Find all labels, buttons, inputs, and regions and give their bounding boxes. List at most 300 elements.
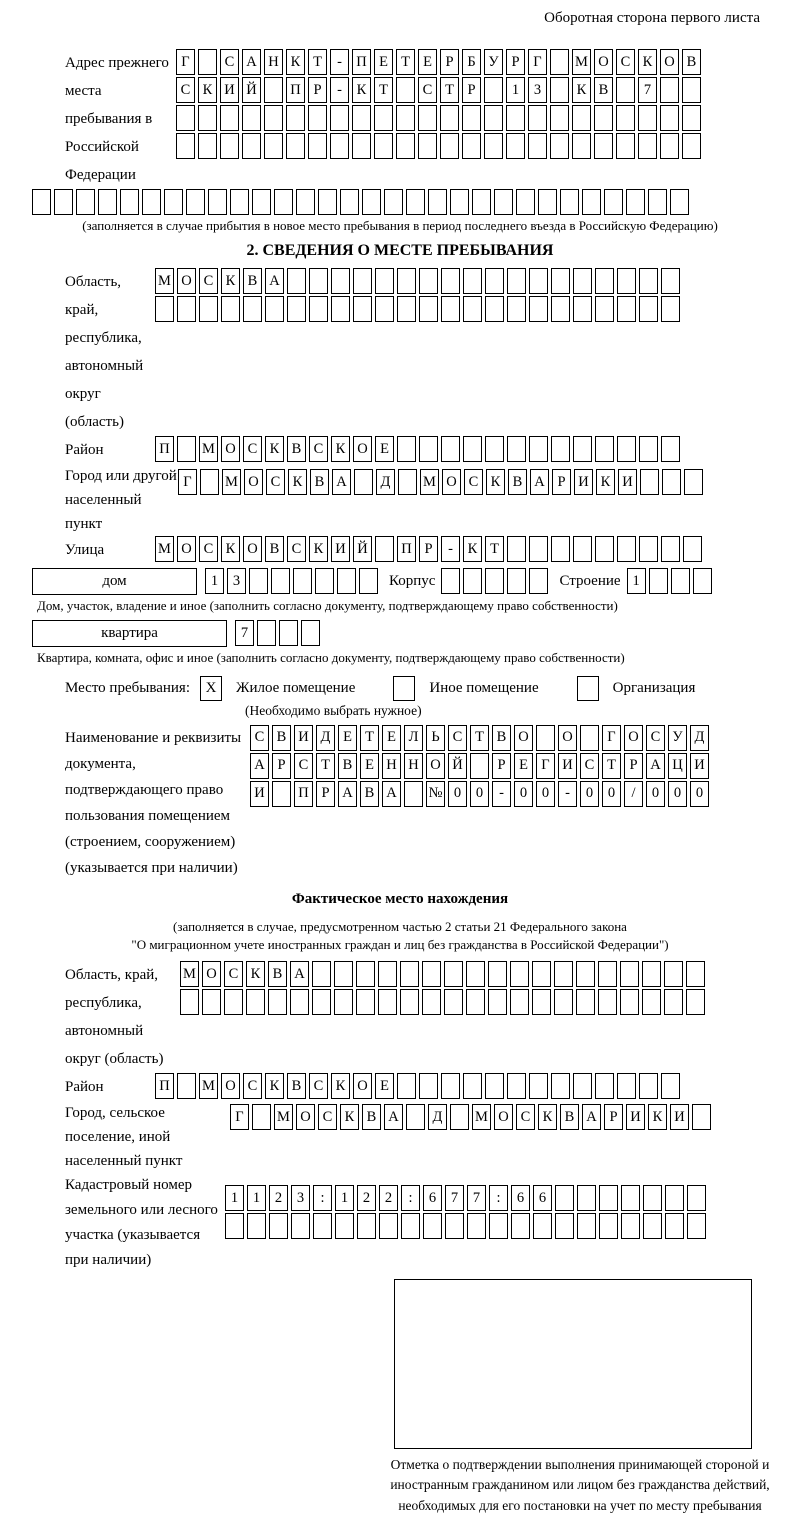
char-cell[interactable]	[560, 189, 579, 215]
char-cell[interactable]	[309, 296, 328, 322]
char-cell[interactable]: Й	[448, 753, 467, 779]
char-cell[interactable]	[594, 105, 613, 131]
char-cell[interactable]: 2	[269, 1185, 288, 1211]
char-cell[interactable]: 6	[423, 1185, 442, 1211]
char-cell[interactable]: 3	[227, 568, 246, 594]
char-cell[interactable]	[177, 1073, 196, 1099]
char-cell[interactable]	[555, 1213, 574, 1239]
char-cell[interactable]: С	[318, 1104, 337, 1130]
char-cell[interactable]: К	[596, 469, 615, 495]
char-cell[interactable]: О	[353, 1073, 372, 1099]
char-cell[interactable]	[397, 1073, 416, 1099]
char-cell[interactable]: А	[265, 268, 284, 294]
char-cell[interactable]: С	[580, 753, 599, 779]
char-cell[interactable]	[463, 296, 482, 322]
char-cell[interactable]: М	[222, 469, 241, 495]
char-cell[interactable]: Е	[375, 1073, 394, 1099]
char-cell[interactable]: 0	[602, 781, 621, 807]
char-cell[interactable]	[573, 536, 592, 562]
char-cell[interactable]	[315, 568, 334, 594]
char-cell[interactable]: С	[294, 753, 313, 779]
char-cell[interactable]	[176, 105, 195, 131]
char-cell[interactable]	[120, 189, 139, 215]
char-cell[interactable]: С	[516, 1104, 535, 1130]
char-cell[interactable]: В	[272, 725, 291, 751]
char-cell[interactable]: К	[198, 77, 217, 103]
char-cell[interactable]: М	[155, 268, 174, 294]
char-cell[interactable]: О	[221, 436, 240, 462]
char-cell[interactable]: Е	[338, 725, 357, 751]
char-cell[interactable]	[485, 296, 504, 322]
char-cell[interactable]	[353, 268, 372, 294]
char-cell[interactable]: №	[426, 781, 445, 807]
char-cell[interactable]: Р	[624, 753, 643, 779]
char-cell[interactable]	[620, 961, 639, 987]
char-cell[interactable]	[225, 1213, 244, 1239]
char-cell[interactable]: 2	[357, 1185, 376, 1211]
char-cell[interactable]: В	[362, 1104, 381, 1130]
char-cell[interactable]: М	[274, 1104, 293, 1130]
char-cell[interactable]	[220, 133, 239, 159]
char-cell[interactable]	[686, 989, 705, 1015]
char-cell[interactable]	[683, 536, 702, 562]
char-cell[interactable]	[507, 296, 526, 322]
char-cell[interactable]: -	[492, 781, 511, 807]
char-cell[interactable]	[308, 105, 327, 131]
char-cell[interactable]: 0	[470, 781, 489, 807]
char-cell[interactable]: В	[594, 77, 613, 103]
char-cell[interactable]: 7	[467, 1185, 486, 1211]
char-cell[interactable]	[462, 133, 481, 159]
char-cell[interactable]: А	[530, 469, 549, 495]
kvartira-field[interactable]: квартира	[32, 620, 227, 647]
char-cell[interactable]: П	[155, 1073, 174, 1099]
char-cell[interactable]	[638, 133, 657, 159]
char-cell[interactable]: О	[296, 1104, 315, 1130]
char-cell[interactable]	[264, 77, 283, 103]
char-cell[interactable]: Ь	[426, 725, 445, 751]
char-cell[interactable]	[484, 105, 503, 131]
char-cell[interactable]: Р	[552, 469, 571, 495]
char-cell[interactable]: С	[309, 1073, 328, 1099]
char-cell[interactable]: И	[618, 469, 637, 495]
char-cell[interactable]	[661, 536, 680, 562]
char-cell[interactable]	[200, 469, 219, 495]
char-cell[interactable]: М	[180, 961, 199, 987]
char-cell[interactable]	[693, 568, 712, 594]
char-cell[interactable]	[551, 296, 570, 322]
char-cell[interactable]	[331, 296, 350, 322]
char-cell[interactable]: А	[332, 469, 351, 495]
char-cell[interactable]	[516, 189, 535, 215]
char-cell[interactable]: С	[646, 725, 665, 751]
char-cell[interactable]	[687, 1213, 706, 1239]
char-cell[interactable]	[98, 189, 117, 215]
char-cell[interactable]: А	[382, 781, 401, 807]
char-cell[interactable]: Р	[316, 781, 335, 807]
char-cell[interactable]: Д	[428, 1104, 447, 1130]
char-cell[interactable]: К	[309, 536, 328, 562]
char-cell[interactable]	[511, 1213, 530, 1239]
char-cell[interactable]	[198, 133, 217, 159]
char-cell[interactable]	[550, 133, 569, 159]
char-cell[interactable]: Е	[514, 753, 533, 779]
char-cell[interactable]	[379, 1213, 398, 1239]
char-cell[interactable]: В	[360, 781, 379, 807]
char-cell[interactable]	[356, 989, 375, 1015]
char-cell[interactable]: Й	[242, 77, 261, 103]
char-cell[interactable]: Н	[404, 753, 423, 779]
char-cell[interactable]: Т	[360, 725, 379, 751]
char-cell[interactable]	[573, 1073, 592, 1099]
char-cell[interactable]	[374, 105, 393, 131]
char-cell[interactable]	[472, 189, 491, 215]
char-cell[interactable]	[318, 189, 337, 215]
char-cell[interactable]: К	[463, 536, 482, 562]
char-cell[interactable]	[354, 469, 373, 495]
char-cell[interactable]	[467, 1213, 486, 1239]
char-cell[interactable]	[54, 189, 73, 215]
char-cell[interactable]	[32, 189, 51, 215]
char-cell[interactable]: О	[244, 469, 263, 495]
char-cell[interactable]	[208, 189, 227, 215]
char-cell[interactable]	[419, 1073, 438, 1099]
char-cell[interactable]	[595, 436, 614, 462]
char-cell[interactable]: М	[199, 1073, 218, 1099]
char-cell[interactable]: С	[243, 436, 262, 462]
char-cell[interactable]: О	[514, 725, 533, 751]
char-cell[interactable]	[463, 436, 482, 462]
char-cell[interactable]	[662, 469, 681, 495]
char-cell[interactable]: У	[484, 49, 503, 75]
char-cell[interactable]: 1	[627, 568, 646, 594]
char-cell[interactable]	[616, 105, 635, 131]
char-cell[interactable]: К	[538, 1104, 557, 1130]
char-cell[interactable]: 3	[528, 77, 547, 103]
char-cell[interactable]	[271, 568, 290, 594]
char-cell[interactable]	[441, 1073, 460, 1099]
char-cell[interactable]	[617, 436, 636, 462]
char-cell[interactable]	[419, 268, 438, 294]
char-cell[interactable]: Р	[308, 77, 327, 103]
char-cell[interactable]	[661, 268, 680, 294]
char-cell[interactable]: Г	[602, 725, 621, 751]
char-cell[interactable]	[494, 189, 513, 215]
char-cell[interactable]: В	[682, 49, 701, 75]
char-cell[interactable]	[357, 1213, 376, 1239]
char-cell[interactable]	[398, 469, 417, 495]
char-cell[interactable]	[331, 268, 350, 294]
char-cell[interactable]: М	[472, 1104, 491, 1130]
char-cell[interactable]: А	[646, 753, 665, 779]
char-cell[interactable]	[507, 1073, 526, 1099]
char-cell[interactable]: С	[199, 536, 218, 562]
char-cell[interactable]	[620, 989, 639, 1015]
char-cell[interactable]	[397, 296, 416, 322]
char-cell[interactable]	[330, 105, 349, 131]
char-cell[interactable]: 0	[690, 781, 709, 807]
char-cell[interactable]	[264, 105, 283, 131]
char-cell[interactable]	[462, 105, 481, 131]
char-cell[interactable]	[375, 296, 394, 322]
char-cell[interactable]	[621, 1185, 640, 1211]
char-cell[interactable]: К	[331, 436, 350, 462]
char-cell[interactable]	[488, 961, 507, 987]
char-cell[interactable]: К	[265, 436, 284, 462]
char-cell[interactable]: О	[558, 725, 577, 751]
char-cell[interactable]: С	[309, 436, 328, 462]
char-cell[interactable]	[428, 189, 447, 215]
char-cell[interactable]	[463, 268, 482, 294]
char-cell[interactable]	[529, 536, 548, 562]
char-cell[interactable]: К	[486, 469, 505, 495]
char-cell[interactable]	[489, 1213, 508, 1239]
char-cell[interactable]	[639, 1073, 658, 1099]
char-cell[interactable]: 7	[235, 620, 254, 646]
char-cell[interactable]	[573, 268, 592, 294]
char-cell[interactable]: Д	[690, 725, 709, 751]
char-cell[interactable]	[640, 469, 659, 495]
char-cell[interactable]	[533, 1213, 552, 1239]
char-cell[interactable]	[488, 989, 507, 1015]
char-cell[interactable]: 1	[506, 77, 525, 103]
char-cell[interactable]	[682, 133, 701, 159]
char-cell[interactable]	[340, 189, 359, 215]
char-cell[interactable]: 6	[511, 1185, 530, 1211]
char-cell[interactable]	[684, 469, 703, 495]
char-cell[interactable]	[374, 133, 393, 159]
char-cell[interactable]	[616, 133, 635, 159]
char-cell[interactable]	[686, 961, 705, 987]
char-cell[interactable]: М	[199, 436, 218, 462]
char-cell[interactable]	[576, 989, 595, 1015]
char-cell[interactable]	[626, 189, 645, 215]
char-cell[interactable]	[291, 1213, 310, 1239]
char-cell[interactable]	[396, 133, 415, 159]
char-cell[interactable]	[638, 105, 657, 131]
char-cell[interactable]	[279, 620, 298, 646]
char-cell[interactable]	[507, 436, 526, 462]
char-cell[interactable]: 1	[225, 1185, 244, 1211]
char-cell[interactable]	[665, 1185, 684, 1211]
char-cell[interactable]	[404, 781, 423, 807]
char-cell[interactable]: Т	[440, 77, 459, 103]
char-cell[interactable]: В	[268, 961, 287, 987]
char-cell[interactable]	[384, 189, 403, 215]
char-cell[interactable]: О	[221, 1073, 240, 1099]
dom-field[interactable]: дом	[32, 568, 197, 595]
char-cell[interactable]	[362, 189, 381, 215]
char-cell[interactable]: С	[224, 961, 243, 987]
char-cell[interactable]: О	[494, 1104, 513, 1130]
char-cell[interactable]: И	[670, 1104, 689, 1130]
char-cell[interactable]: П	[397, 536, 416, 562]
char-cell[interactable]: К	[331, 1073, 350, 1099]
char-cell[interactable]: -	[558, 781, 577, 807]
char-cell[interactable]: С	[243, 1073, 262, 1099]
char-cell[interactable]	[639, 296, 658, 322]
char-cell[interactable]: 0	[514, 781, 533, 807]
char-cell[interactable]: 6	[533, 1185, 552, 1211]
char-cell[interactable]: Г	[528, 49, 547, 75]
char-cell[interactable]: С	[418, 77, 437, 103]
char-cell[interactable]	[441, 268, 460, 294]
char-cell[interactable]	[580, 725, 599, 751]
char-cell[interactable]	[230, 189, 249, 215]
char-cell[interactable]	[313, 1213, 332, 1239]
char-cell[interactable]	[687, 1185, 706, 1211]
char-cell[interactable]	[617, 296, 636, 322]
char-cell[interactable]: К	[221, 268, 240, 294]
char-cell[interactable]	[595, 296, 614, 322]
char-cell[interactable]: В	[287, 1073, 306, 1099]
char-cell[interactable]	[272, 781, 291, 807]
char-cell[interactable]	[576, 961, 595, 987]
char-cell[interactable]: О	[243, 536, 262, 562]
char-cell[interactable]: -	[330, 77, 349, 103]
char-cell[interactable]: 7	[445, 1185, 464, 1211]
char-cell[interactable]	[551, 268, 570, 294]
char-cell[interactable]	[445, 1213, 464, 1239]
char-cell[interactable]: А	[384, 1104, 403, 1130]
char-cell[interactable]	[257, 620, 276, 646]
char-cell[interactable]	[617, 268, 636, 294]
char-cell[interactable]: К	[221, 536, 240, 562]
char-cell[interactable]: 0	[536, 781, 555, 807]
char-cell[interactable]: В	[560, 1104, 579, 1130]
char-cell[interactable]	[660, 133, 679, 159]
char-cell[interactable]: 7	[638, 77, 657, 103]
char-cell[interactable]	[510, 989, 529, 1015]
char-cell[interactable]: С	[199, 268, 218, 294]
char-cell[interactable]	[242, 133, 261, 159]
char-cell[interactable]	[463, 1073, 482, 1099]
char-cell[interactable]	[164, 189, 183, 215]
char-cell[interactable]	[199, 296, 218, 322]
char-cell[interactable]	[440, 133, 459, 159]
char-cell[interactable]	[660, 77, 679, 103]
char-cell[interactable]	[440, 105, 459, 131]
char-cell[interactable]	[274, 189, 293, 215]
char-cell[interactable]: Г	[176, 49, 195, 75]
char-cell[interactable]	[396, 77, 415, 103]
char-cell[interactable]	[616, 77, 635, 103]
char-cell[interactable]	[484, 77, 503, 103]
char-cell[interactable]: С	[250, 725, 269, 751]
char-cell[interactable]: В	[310, 469, 329, 495]
char-cell[interactable]	[419, 436, 438, 462]
char-cell[interactable]	[308, 133, 327, 159]
char-cell[interactable]	[186, 189, 205, 215]
char-cell[interactable]: Й	[353, 536, 372, 562]
char-cell[interactable]	[247, 1213, 266, 1239]
char-cell[interactable]: 2	[379, 1185, 398, 1211]
char-cell[interactable]: С	[220, 49, 239, 75]
char-cell[interactable]	[419, 296, 438, 322]
char-cell[interactable]	[352, 133, 371, 159]
char-cell[interactable]: Т	[485, 536, 504, 562]
char-cell[interactable]	[682, 77, 701, 103]
char-cell[interactable]	[506, 133, 525, 159]
char-cell[interactable]	[660, 105, 679, 131]
char-cell[interactable]	[604, 189, 623, 215]
char-cell[interactable]	[661, 436, 680, 462]
char-cell[interactable]	[639, 268, 658, 294]
char-cell[interactable]	[649, 568, 668, 594]
char-cell[interactable]	[296, 189, 315, 215]
char-cell[interactable]: 0	[668, 781, 687, 807]
char-cell[interactable]	[507, 568, 526, 594]
char-cell[interactable]: С	[266, 469, 285, 495]
char-cell[interactable]	[664, 989, 683, 1015]
char-cell[interactable]	[444, 961, 463, 987]
char-cell[interactable]	[550, 49, 569, 75]
char-cell[interactable]: И	[574, 469, 593, 495]
char-cell[interactable]	[265, 296, 284, 322]
char-cell[interactable]: А	[582, 1104, 601, 1130]
char-cell[interactable]	[450, 189, 469, 215]
char-cell[interactable]	[577, 1213, 596, 1239]
char-cell[interactable]: :	[489, 1185, 508, 1211]
char-cell[interactable]	[301, 620, 320, 646]
char-cell[interactable]	[598, 961, 617, 987]
char-cell[interactable]: 0	[580, 781, 599, 807]
char-cell[interactable]	[485, 1073, 504, 1099]
char-cell[interactable]: К	[286, 49, 305, 75]
char-cell[interactable]: К	[648, 1104, 667, 1130]
char-cell[interactable]: И	[294, 725, 313, 751]
char-cell[interactable]: Т	[308, 49, 327, 75]
checkbox-organizatsiya[interactable]	[577, 676, 599, 701]
char-cell[interactable]	[572, 133, 591, 159]
char-cell[interactable]: О	[660, 49, 679, 75]
char-cell[interactable]	[532, 989, 551, 1015]
checkbox-zhiloe[interactable]: X	[200, 676, 222, 701]
char-cell[interactable]: Д	[376, 469, 395, 495]
char-cell[interactable]	[572, 105, 591, 131]
char-cell[interactable]	[639, 536, 658, 562]
char-cell[interactable]	[661, 1073, 680, 1099]
char-cell[interactable]	[528, 133, 547, 159]
char-cell[interactable]: Е	[375, 436, 394, 462]
char-cell[interactable]	[176, 133, 195, 159]
char-cell[interactable]	[155, 296, 174, 322]
char-cell[interactable]	[312, 989, 331, 1015]
char-cell[interactable]	[577, 1185, 596, 1211]
char-cell[interactable]	[529, 1073, 548, 1099]
char-cell[interactable]	[617, 536, 636, 562]
char-cell[interactable]	[396, 105, 415, 131]
char-cell[interactable]	[550, 105, 569, 131]
char-cell[interactable]	[595, 268, 614, 294]
char-cell[interactable]	[335, 1213, 354, 1239]
char-cell[interactable]: С	[176, 77, 195, 103]
char-cell[interactable]	[670, 189, 689, 215]
char-cell[interactable]	[264, 133, 283, 159]
char-cell[interactable]: С	[287, 536, 306, 562]
char-cell[interactable]	[441, 568, 460, 594]
char-cell[interactable]: О	[442, 469, 461, 495]
char-cell[interactable]: М	[155, 536, 174, 562]
char-cell[interactable]	[538, 189, 557, 215]
char-cell[interactable]: О	[202, 961, 221, 987]
char-cell[interactable]: К	[572, 77, 591, 103]
char-cell[interactable]	[406, 189, 425, 215]
char-cell[interactable]: У	[668, 725, 687, 751]
char-cell[interactable]: О	[594, 49, 613, 75]
char-cell[interactable]	[582, 189, 601, 215]
char-cell[interactable]: К	[638, 49, 657, 75]
